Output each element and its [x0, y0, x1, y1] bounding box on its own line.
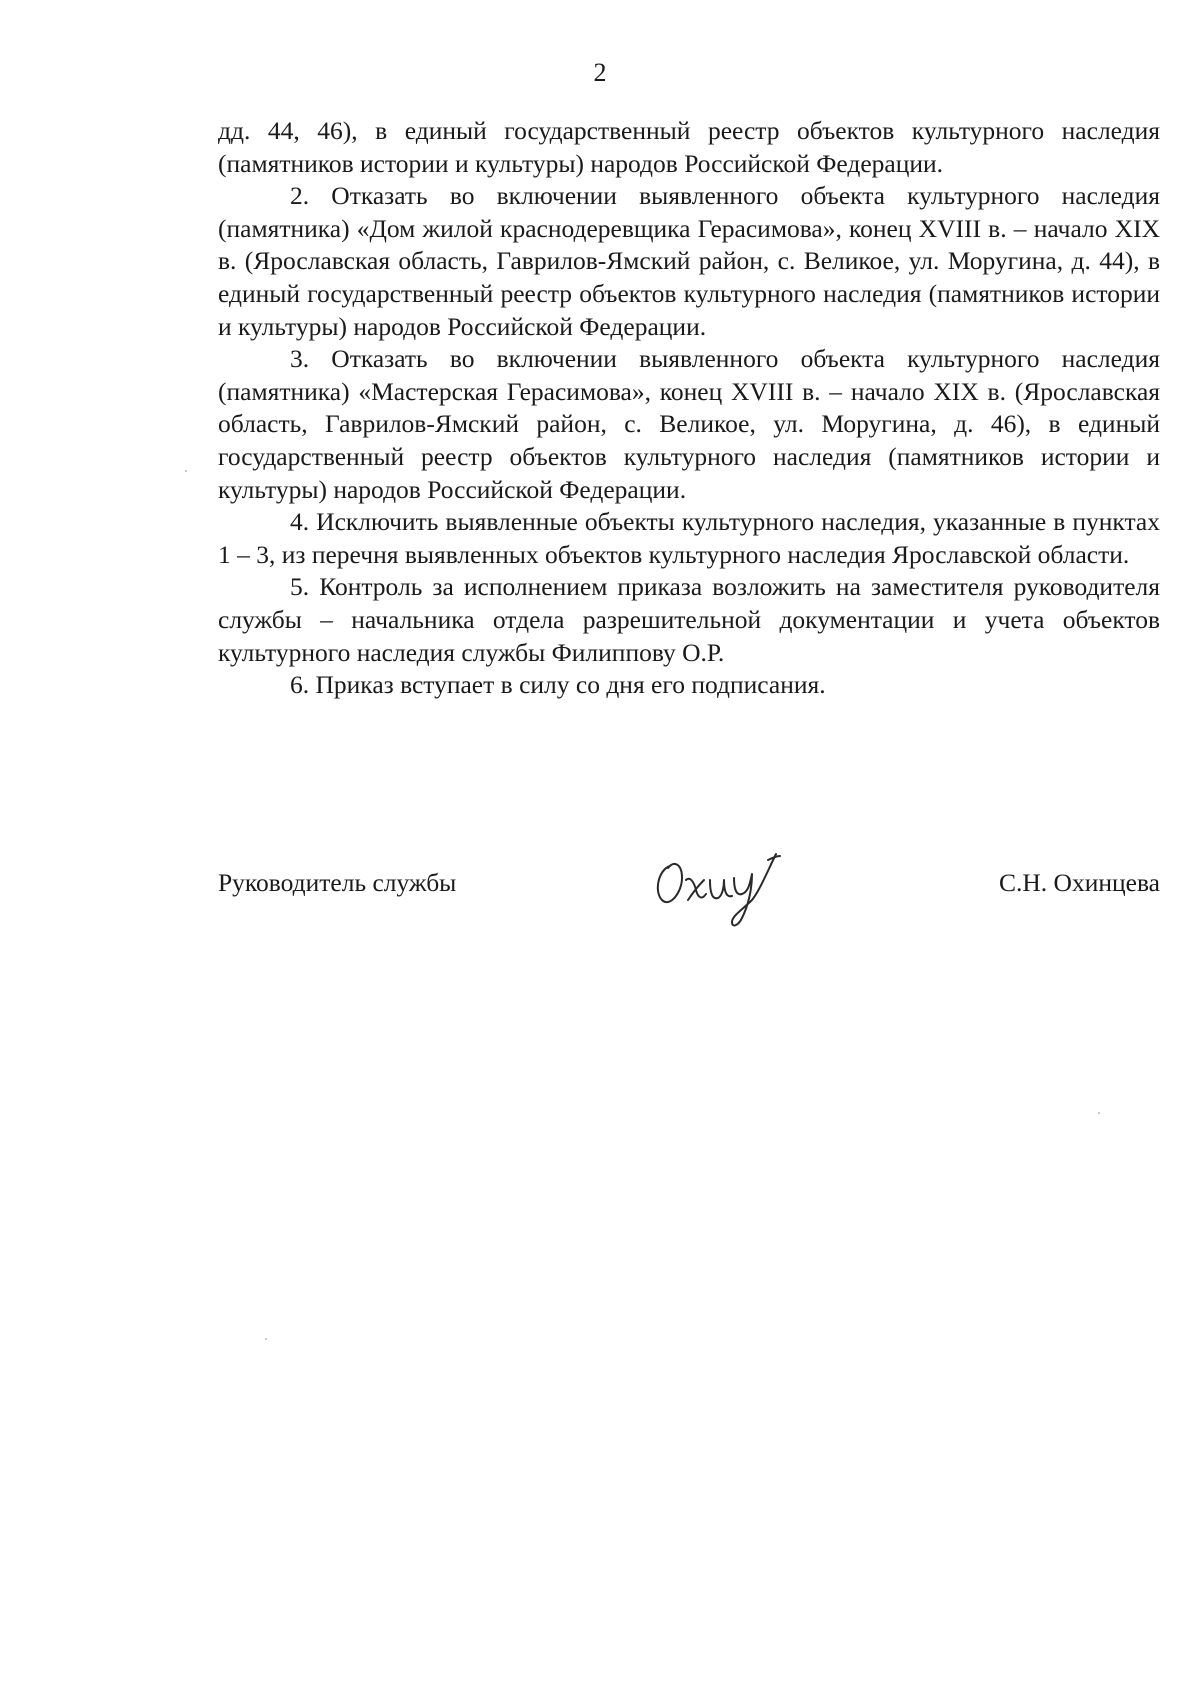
- paragraph-item-2: 2. Отказать во включении выявленного объекта культурного наследия (памятника) «Дом жилой краснодеревщика Герасимова», конец XVIII в. – начало XIX в. (Ярославская область, Гаврилов-Ямский район, с. Великое, ул. Моругина, д. 44), в единый государственный реестр объектов культурного наследия (памятников истории и культуры) народов Российской Федерации.: [218, 181, 1160, 341]
- signatory-position: Руководитель службы: [218, 868, 457, 897]
- page-number: 2: [593, 58, 607, 87]
- signature-block: [218, 840, 1160, 930]
- scan-speck: [1098, 1112, 1100, 1114]
- paragraph-item-6: 6. Приказ вступает в силу со дня его подписания.: [290, 670, 826, 700]
- signatory-name: С.Н. Охинцева: [999, 868, 1160, 897]
- paragraph-item-3: 3. Отказать во включении выявленного объекта культурного наследия (памятника) «Мастерская Герасимова», конец XVIII в. – начало XIX в. (Ярославская область, Гаврилов-Ямский район, с. Великое, ул. Моругина, д. 46), в единый государственный реестр объектов культурного наследия (памятников истории и культуры) народов Российской Федерации.: [218, 344, 1160, 504]
- document-body: [218, 115, 1160, 702]
- handwritten-signature: [648, 840, 788, 930]
- paragraph-continuation: дд. 44, 46), в единый государственный реестр объектов культурного наследия (памятников истории и культуры) народов Российской Федерации.: [218, 116, 1160, 178]
- paragraph-item-5: 5. Контроль за исполнением приказа возложить на заместителя руководителя службы – начальника отдела разрешительной документации и учета объектов культурного наследия службы Филиппову О.Р.: [218, 572, 1160, 667]
- scan-speck: [265, 1338, 267, 1340]
- scan-speck: [185, 470, 187, 472]
- paragraph-item-4: 4. Исключить выявленные объекты культурного наследия, указанные в пунктах 1 – 3, из перечня выявленных объектов культурного наследия Ярославской области.: [218, 507, 1160, 569]
